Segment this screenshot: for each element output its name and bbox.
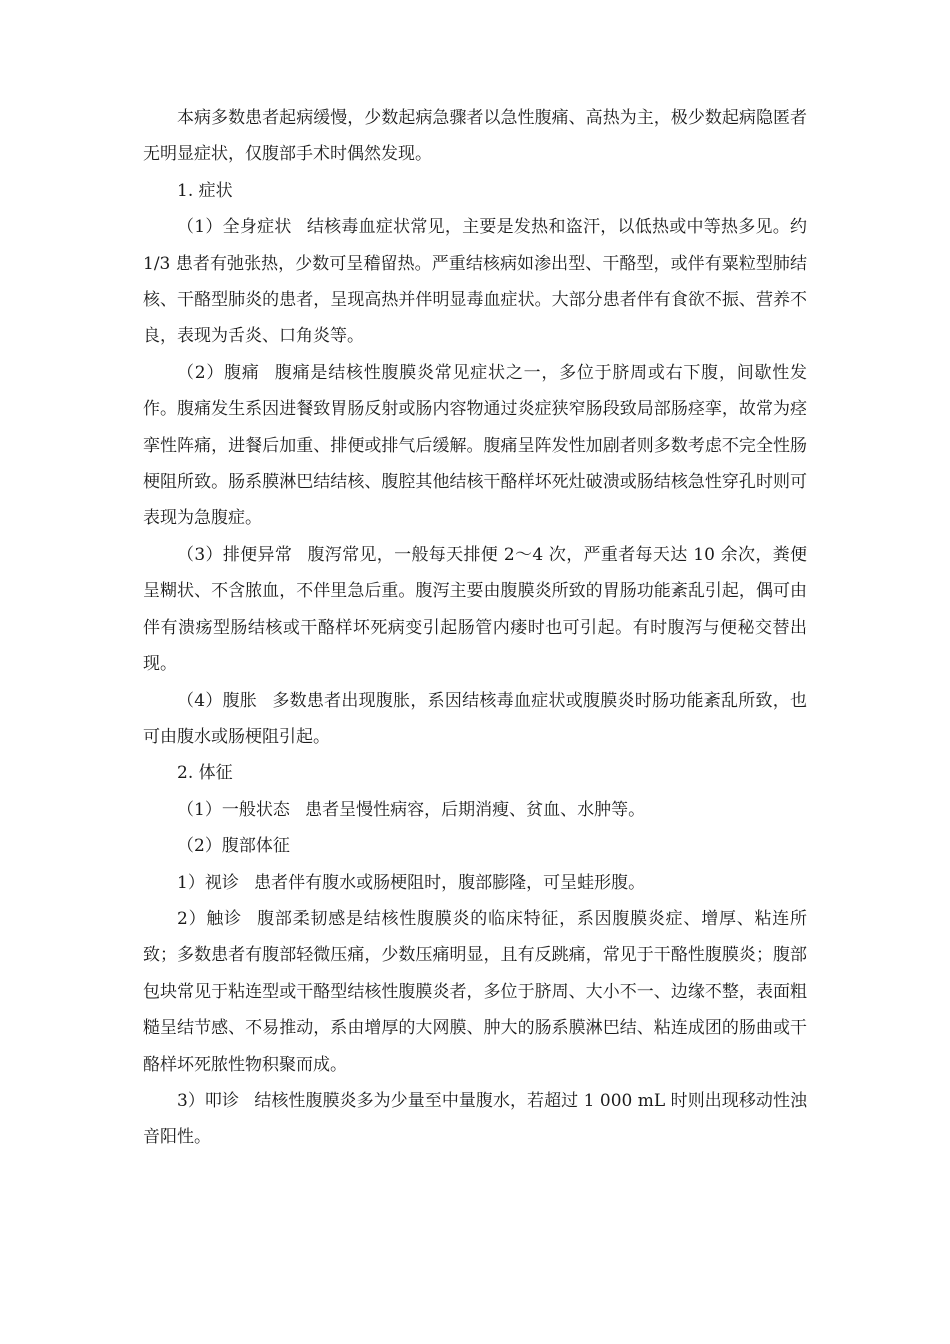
paragraph-heading: 3）叩诊 [177,1090,240,1111]
section-heading-signs [143,755,807,791]
paragraph-heading: （2）腹痛 [177,362,260,383]
section-heading-text: 2. 体征 [177,763,233,784]
paragraph-palpation [143,901,807,1083]
paragraph-heading: （1）全身症状 [177,217,292,238]
document-page [143,100,807,1156]
paragraph-text: 多数患者出现腹胀，系因结核毒血症状或腹膜炎时肠功能紊乱所致，也可由腹水或肠梗阻引起。 [143,690,807,747]
paragraph-heading: （1）一般状态 [177,799,290,820]
paragraph-heading: （3）排便异常 [177,544,293,565]
paragraph-heading: 2）触诊 [177,908,242,929]
paragraph-text: 结核性腹膜炎多为少量至中量腹水，若超过 1 000 mL 时则出现移动性浊音阳性。 [143,1090,807,1148]
paragraph-inspection [143,865,807,901]
paragraph-text: 患者伴有腹水或肠梗阻时，腹部膨隆，可呈蛙形腹。 [254,872,646,893]
paragraph-percussion [143,1083,807,1156]
paragraph-heading: 1）视诊 [177,872,239,893]
paragraph-general-state [143,792,807,828]
subheading-abdominal-signs [143,828,807,864]
paragraph-bloating [143,683,807,756]
paragraph-text: 腹部柔韧感是结核性腹膜炎的临床特征，系因腹膜炎症、增厚、粘连所致；多数患者有腹部轻微压痛，少数压痛明显，且有反跳痛，常见于干酪性腹膜炎；腹部包块常见于粘连型或干酪型结核性腹膜炎者，多位于脐周、大小不一、边缘不整，表面粗糙呈结节感、不易推动，系由增厚的大网膜、肿大的肠系膜淋巴结、粘连成团的肠曲或干酪样坏死脓性物积聚而成。 [143,908,808,1075]
paragraph-intro [143,100,807,173]
paragraph-abnormal-defecation [143,537,807,683]
paragraph-text: 患者呈慢性病容，后期消瘦、贫血、水肿等。 [305,799,646,820]
subheading-text: （2）腹部体征 [177,836,290,857]
paragraph-text: 结核毒血症状常见，主要是发热和盗汗，以低热或中等热多见。约 1/3 患者有弛张热，少数可呈稽留热。严重结核病如渗出型、干酪型，或伴有粟粒型肺结核、干酪型肺炎的患者，呈现高热并伴明显毒血症状。大部分患者伴有食欲不振、营养不良，表现为舌炎、口角炎等。 [143,217,807,347]
section-heading-symptoms [143,173,807,209]
paragraph-text: 腹泻常见，一般每天排便 2～4 次，严重者每天达 10 余次，粪便呈糊状、不含脓血，不伴里急后重。腹泻主要由腹膜炎所致的胃肠功能紊乱引起，偶可由伴有溃疡型肠结核或干酪样坏死病变引起肠管内瘘时也可引起。有时腹泻与便秘交替出现。 [143,544,807,675]
paragraph-abdominal-pain [143,355,807,537]
paragraph-text: 本病多数患者起病缓慢，少数起病急骤者以急性腹痛、高热为主，极少数起病隐匿者无明显症状，仅腹部手术时偶然发现。 [143,108,807,165]
paragraph-heading: （4）腹胀 [177,690,258,711]
paragraph-systemic-symptoms [143,209,807,355]
section-heading-text: 1. 症状 [177,180,233,201]
paragraph-text: 腹痛是结核性腹膜炎常见症状之一，多位于脐周或右下腹，间歇性发作。腹痛发生系因进餐致胃肠反射或肠内容物通过炎症狭窄肠段致局部肠痉挛，故常为痉挛性阵痛，进餐后加重、排便或排气后缓解。腹痛呈阵发性加剧者则多数考虑不完全性肠梗阻所致。肠系膜淋巴结结核、腹腔其他结核干酪样坏死灶破溃或肠结核急性穿孔时则可表现为急腹症。 [143,362,807,529]
